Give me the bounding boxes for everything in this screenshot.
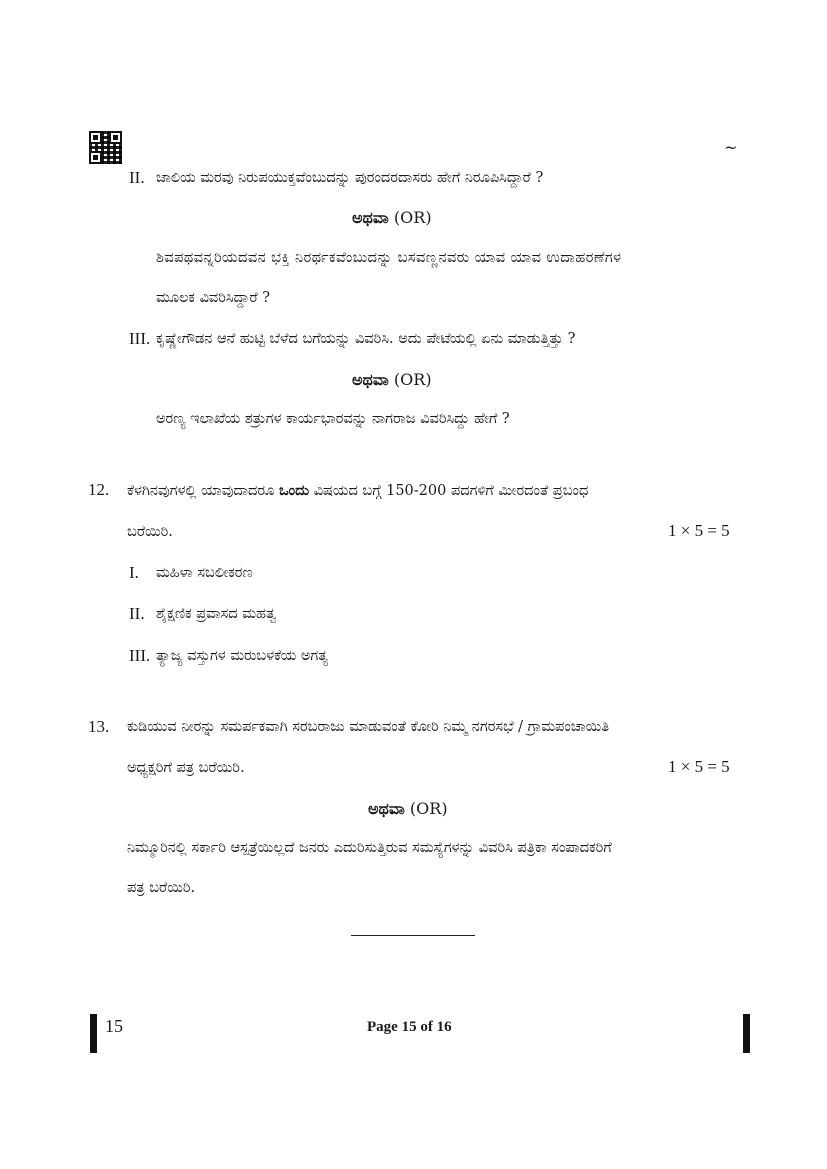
footer-left-bar [90,1014,97,1053]
q11-iii-alt-line1: ಅರಣ್ಯ ಇಲಾಖೆಯ ಶತ್ರುಗಳ ಕಾರ್ಯಭಾರವನ್ನು ನಾಗರಾಜ ವಿವರಿಸಿದ್ದು ಹೇಗೆ ? [156,411,510,427]
q13-alt-line1: ನಿಮ್ಮೂರಿನಲ್ಲಿ ಸರ್ಕಾರಿ ಆಸ್ಪತ್ರೆಯಿಲ್ಲದೆ ಜನರು ಎದುರಿಸುತ್ತಿರುವ ಸಮಸ್ಯೆಗಳನ್ನು ವಿವರಿಸಿ ಪತ್ರಿಕಾ ಸಂಪಾದಕರಿಗೆ [127,840,612,856]
q13-marks: 1 × 5 = 5 [668,757,730,776]
q11-ii-label: II. [129,168,145,187]
q12-option-label: I. [129,563,139,582]
q12-line1-a: ಕೆಳಗಿನವುಗಳಲ್ಲಿ ಯಾವುದಾದರೂ [127,483,279,499]
or-en: (OR) [409,799,448,818]
q12-option-label: II. [129,604,145,623]
q12-line1 [127,482,588,499]
or-en: (OR) [393,370,432,389]
or-kn: ಅಥವಾ [352,208,389,227]
qr-code-icon [89,131,122,164]
header-tilde: ~ [724,138,738,157]
q12-option-text: ಮಹಿಳಾ ಸಬಲೀಕರಣ [156,565,253,581]
q12-line1-b: ವಿಷಯದ ಬಗ್ಗೆ 150-200 ಪದಗಳಿಗೆ ಮೀರದಂತೆ ಪ್ರಬಂಧ [309,483,589,499]
q13-number: 13. [88,717,110,736]
end-rule [351,935,475,936]
or-en: (OR) [393,208,432,227]
or-divider [352,208,432,228]
q11-ii-alt-line2: ಮೂಲಕ ವಿವರಿಸಿದ್ದಾರೆ ? [156,290,271,306]
or-divider [352,370,432,390]
q11-iii-text: ಕೃಷ್ಣೇಗೌಡನ ಆನೆ ಹುಟ್ಟಿ ಬೆಳೆದ ಬಗೆಯನ್ನು ವಿವರಿಸಿ. ಅದು ಪೇಟೆಯಲ್ಲಿ ಏನು ಮಾಡುತ್ತಿತ್ತು ? [156,331,576,347]
q12-number: 12. [88,480,110,499]
q12-marks: 1 × 5 = 5 [668,521,730,540]
or-kn: ಅಥವಾ [368,799,405,818]
q12-option-text: ತ್ಯಾಜ್ಯ ವಸ್ತುಗಳ ಮರುಬಳಕೆಯ ಅಗತ್ಯ [156,648,328,664]
footer-code: 15 [105,1016,123,1036]
q13-alt-line2: ಪತ್ರ ಬರೆಯಿರಿ. [127,880,196,896]
q11-ii-text: ಜಾಲಿಯ ಮರವು ನಿರುಪಯುಕ್ತವೆಂಬುದನ್ನು ಪುರಂದರದಾಸರು ಹೇಗೆ ನಿರೂಪಿಸಿದ್ದಾರೆ ? [156,170,544,186]
q12-line1-bold: ಒಂದು [278,482,310,499]
q13-line2: ಅಧ್ಯಕ್ಷರಿಗೆ ಪತ್ರ ಬರೆಯಿರಿ. [127,760,245,776]
footer-right-bar [743,1014,750,1053]
page-number: Page 15 of 16 [367,1019,452,1035]
q12-line2: ಬರೆಯಿರಿ. [127,524,173,540]
or-divider [368,799,448,819]
q11-ii-alt-line1: ಶಿವಪಥವನ್ನರಿಯದವನ ಭಕ್ತಿ ನಿರರ್ಥಕವೆಂಬುದನ್ನು ಬಸವಣ್ಣನವರು ಯಾವ ಯಾವ ಉದಾಹರಣೆಗಳ [156,250,622,266]
q12-option-text: ಶೈಕ್ಷಣಿಕ ಪ್ರವಾಸದ ಮಹತ್ವ [156,606,277,622]
q13-line1: ಕುಡಿಯುವ ನೀರನ್ನು ಸಮರ್ಪಕವಾಗಿ ಸರಬರಾಜು ಮಾಡುವಂತೆ ಕೋರಿ ನಿಮ್ಮ ನಗರಸಭೆ / ಗ್ರಾಮಪಂಚಾಯಿತಿ [127,719,610,735]
or-kn: ಅಥವಾ [352,370,389,389]
q12-option-label: III. [129,646,151,665]
q11-iii-label: III. [129,329,151,348]
